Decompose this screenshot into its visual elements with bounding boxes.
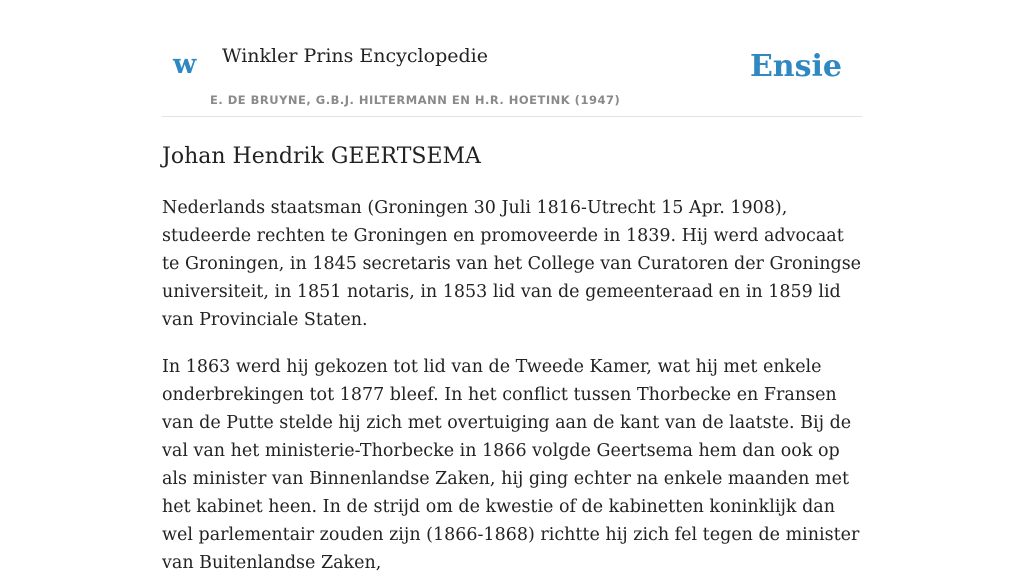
ensie-brand-link[interactable]: Ensie	[749, 49, 842, 84]
article-paragraph-2: In 1863 werd hij gekozen tot lid van de Tweede Kamer, wat hij met enkele onderbrekingen tot 1877 bleef. In het conflict tussen Thorbecke en Fransen van de Putte stelde hij zich met overtuiging aan de kant van de laatste. Bij de val van het ministerie-Thorbecke in 1866 volgde Geertsema hem dan ook op als minister van Binnenlandse Zaken, hij ging echter na enkele maanden met het kabinet heen. In de strijd om de kwestie of de kabinetten koninklijk dan wel parlementair zouden zijn (1866-1868) richtte hij zich fel tegen de minister van Buitenlandse Zaken,	[162, 356, 860, 573]
encyclopedia-logo[interactable]: w	[173, 49, 197, 80]
article-title: Johan Hendrik GEERTSEMA	[162, 144, 481, 169]
source-title: Winkler Prins Encyclopedie	[222, 45, 488, 67]
source-authors: E. DE BRUYNE, G.B.J. HILTERMANN EN H.R. HOETINK (1947)	[210, 93, 621, 107]
page	[162, 0, 862, 577]
site-header	[162, 0, 862, 117]
article-paragraph-1: Nederlands staatsman (Groningen 30 Juli 1816-Utrecht 15 Apr. 1908), studeerde rechten te Groningen en promoveerde in 1839. Hij werd advocaat te Groningen, in 1845 secretaris van het College van Curatoren der Groningse universiteit, in 1851 notaris, in 1853 lid van de gemeenteraad en in 1859 lid van Provinciale Staten.	[162, 197, 862, 330]
